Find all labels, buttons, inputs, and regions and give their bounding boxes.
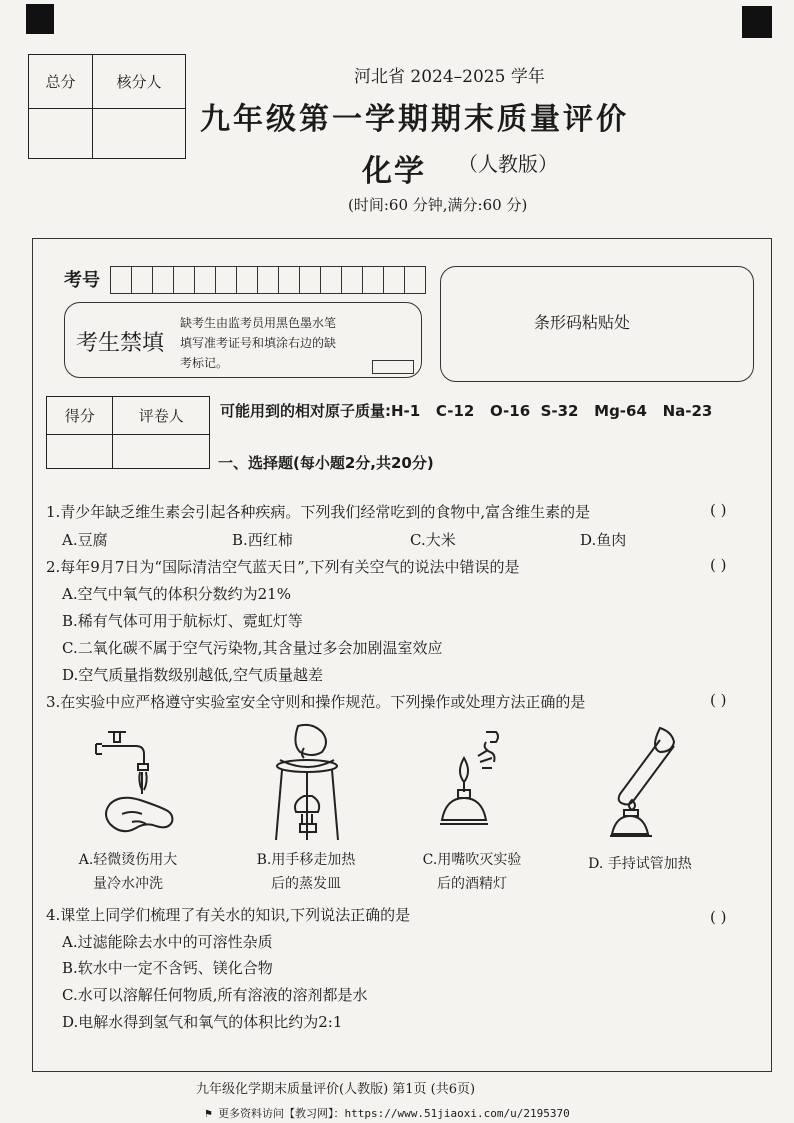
question-4-option-d: D.电解水得到氢气和氧气的体积比约为2:1 [62,1013,343,1031]
verifier-cell[interactable] [92,109,185,159]
time-info: (时间:60 分钟,满分:60 分) [348,196,528,214]
question-3-option-c-line1: C.用嘴吹灭实验 [422,852,522,868]
question-2-stem: 2.每年9月7日为“国际清洁空气蓝天日”,下列有关空气的说法中错误的是 [46,558,520,576]
section-score-cell[interactable] [47,435,113,469]
question-4-option-b: B.软水中一定不含钙、镁化合物 [62,959,273,977]
prohibited-label: 考生禁填 [76,331,165,356]
question-3-option-a-line1: A.轻微烫伤用大 [78,852,178,868]
question-2-answer[interactable]: ( ) [710,556,727,574]
question-2-option-a: A.空气中氧气的体积分数约为21% [62,585,291,603]
absent-mark-box[interactable] [372,360,414,374]
test-tube-heating-illustration [606,724,686,842]
page-title: 九年级第一学期期末质量评价 [200,102,629,137]
flag-icon: ⚑ [204,1109,213,1120]
question-3-option-a [58,848,198,896]
section-score-header: 得分 [47,397,113,435]
verifier-header: 核分人 [92,55,185,109]
prohibited-line-2: 填写准考证号和填涂右边的缺 [180,336,337,350]
question-3-option-a-line2: 量冷水冲洗 [93,876,163,892]
question-1-option-d: D.鱼肉 [580,531,627,549]
barcode-label: 条形码粘贴处 [534,313,631,332]
edition-label: （人教版） [458,152,558,176]
alcohol-lamp-blow-illustration [430,728,512,838]
question-2-option-b: B.稀有气体可用于航标灯、霓虹灯等 [62,612,303,630]
evaporating-dish-illustration [268,722,346,848]
section-score-table [46,396,210,469]
question-1-option-b: B.西红柿 [232,531,293,549]
source-link[interactable]: 更多资料访问【教习网】：https://www.51jiaoxi.com/u/2195370 [218,1107,570,1120]
question-4-stem: 4.课堂上同学们梳理了有关水的知识,下列说法正确的是 [46,906,411,924]
question-4-option-c: C.水可以溶解任何物质,所有溶液的溶剂都是水 [62,986,368,1004]
subject-title: 化学 [362,154,426,189]
question-3-option-b-line2: 后的蒸发皿 [271,876,341,892]
question-3-stem: 3.在实验中应严格遵守实验室安全守则和操作规范。下列操作或处理方法正确的是 [46,693,586,711]
question-3-option-b [236,848,376,896]
question-1-option-c: C.大米 [410,531,456,549]
registration-mark-top-left [26,4,54,34]
total-score-table [28,54,186,159]
prohibited-line-1: 缺考生由监考员用黑色墨水笔 [180,316,337,330]
section-title: 一、选择题(每小题2分,共20分) [218,454,434,472]
section-grader-cell[interactable] [113,435,210,469]
question-3-option-d-line1: D. 手持试管加热 [588,856,692,872]
atomic-masses: 可能用到的相对原子质量:H-1 C-12 O-16 S-32 Mg-64 Na-23 [220,402,713,420]
section-grader-header: 评卷人 [113,397,210,435]
source-line [204,1102,570,1121]
question-1-stem: 1.青少年缺乏维生素会引起各种疾病。下列我们经常吃到的食物中,富含维生素的是 [46,503,591,521]
question-4-answer[interactable]: ( ) [710,908,727,926]
question-3-option-b-line1: B.用手移走加热 [256,852,356,868]
total-score-cell[interactable] [29,109,93,159]
total-score-header: 总分 [29,55,93,109]
question-4-option-a: A.过滤能除去水中的可溶性杂质 [62,933,273,951]
question-3-option-d [570,852,710,876]
page-footer: 九年级化学期末质量评价(人教版) 第1页 (共6页) [196,1082,476,1097]
question-3-answer[interactable]: ( ) [710,691,727,709]
question-3-option-c-line2: 后的酒精灯 [437,876,507,892]
faucet-burn-illustration [92,724,182,842]
question-2-option-d: D.空气质量指数级别越低,空气质量越差 [62,666,324,684]
exam-number-label: 考号 [64,270,100,291]
prohibited-line-3: 考标记。 [180,356,229,370]
region-year: 河北省 2024–2025 学年 [354,67,545,87]
registration-mark-top-right [742,6,772,38]
question-2-option-c: C.二氧化碳不属于空气污染物,其含量过多会加剧温室效应 [62,639,443,657]
question-1-option-a: A.豆腐 [62,531,108,549]
exam-number-boxes[interactable] [110,266,426,294]
question-1-answer[interactable]: ( ) [710,501,727,519]
question-3-option-c [402,848,542,896]
